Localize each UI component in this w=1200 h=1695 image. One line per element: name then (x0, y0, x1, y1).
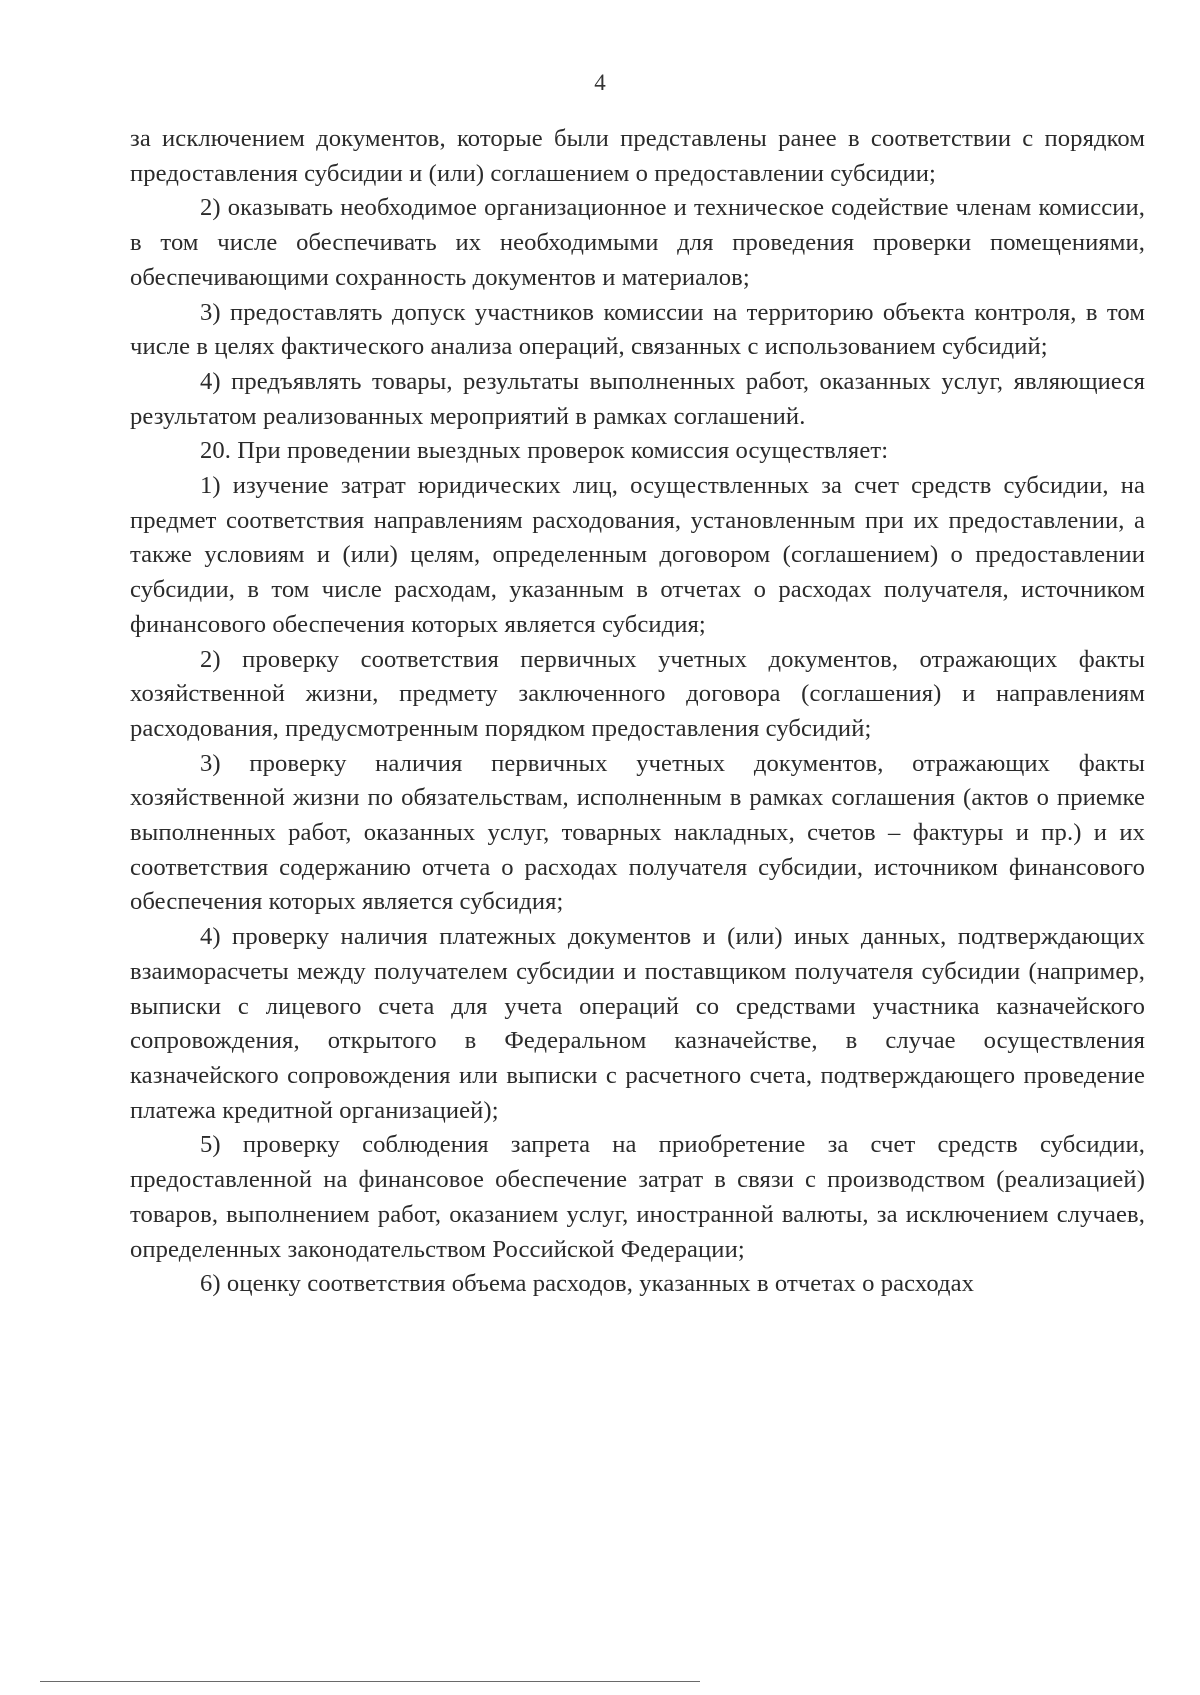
paragraph-continuation: за исключением документов, которые были представлены ранее в соответствии с порядком предоставления субсидии и (или) соглашением о предоставлении субсидии; (130, 125, 1145, 187)
paragraph-subitem-5: 5) проверку соблюдения запрета на приобретение за счет средств субсидии, предоставленной на финансовое обеспечение затрат в связи с производством (реализацией) товаров, выполнением работ, оказанием услуг, иностранной валюты, за исключением случаев, определенных законодательством Российской Федерации; (130, 1131, 1145, 1263)
paragraph-item-4: 4) предъявлять товары, результаты выполненных работ, оказанных услуг, являющиеся результатом реализованных мероприятий в рамках соглашений. (130, 367, 1145, 430)
paragraph-subitem-4: 4) проверку наличия платежных документов и (или) иных данных, подтверждающих взаиморасчеты между получателем субсидии и поставщиком получателя субсидии (например, выписки с лицевого счета для учета операций со средствами участника казначейского сопровождения, открытого в Федеральном казначействе, в случае осуществления казначейского сопровождения или выписки с расчетного счета, подтверждающего проведение платежа кредитной организацией); (130, 923, 1145, 1124)
paragraph-item-3: 3) предоставлять допуск участников комиссии на территорию объекта контроля, в том числе в целях фактического анализа операций, связанных с использованием субсидий; (130, 298, 1145, 361)
scan-bottom-line (40, 1681, 700, 1682)
paragraph-subitem-2: 2) проверку соответствия первичных учетных документов, отражающих факты хозяйственной жизни, предмету заключенного договора (соглашения) и направлениям расходования, предусмотренным порядком предоставления субсидий; (130, 645, 1145, 742)
paragraph-item-2: 2) оказывать необходимое организационное и техническое содействие членам комиссии, в том числе обеспечивать их необходимыми для проведения проверки помещениями, обеспечивающими сохранность документов и материалов; (130, 194, 1145, 291)
paragraph-subitem-6: 6) оценку соответствия объема расходов, указанных в отчетах о расходах (200, 1270, 975, 1298)
paragraph-section-20: 20. При проведении выездных проверок комиссия осуществляет: (200, 437, 889, 465)
paragraph-subitem-1: 1) изучение затрат юридических лиц, осуществленных за счет средств субсидии, на предмет соответствия направлениям расходования, установленным при их предоставлении, а также условиям и (или) целям, определенным договором (соглашением) о предоставлении субсидии, в том числе расходам, указанным в отчетах о расходах получателя, источником финансового обеспечения которых является субсидия; (130, 472, 1145, 638)
page-number: 4 (594, 70, 606, 95)
paragraph-subitem-3: 3) проверку наличия первичных учетных документов, отражающих факты хозяйственной жизни по обязательствам, исполненным в рамках соглашения (актов о приемке выполненных работ, оказанных услуг, товарных накладных, счетов – фактуры и пр.) и их соответствия содержанию отчета о расходах получателя субсидии, источником финансового обеспечения которых является субсидия; (130, 749, 1145, 916)
document-body (130, 122, 1145, 1302)
